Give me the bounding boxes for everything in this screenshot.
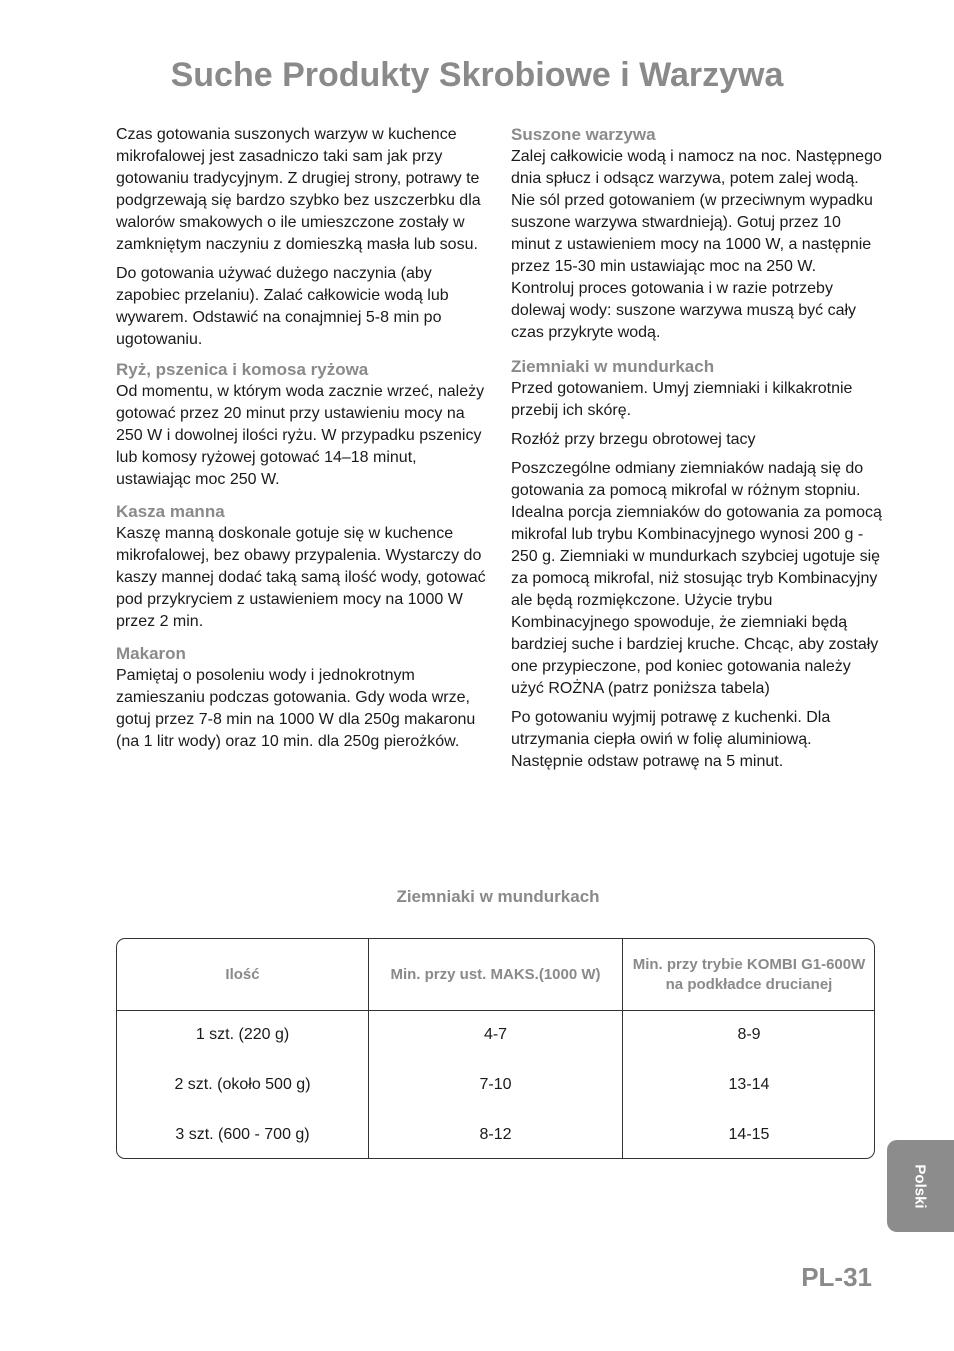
page-number: PL-31 [801, 1262, 872, 1292]
section-jacket-potatoes-title: Ziemniaki w mundurkach [511, 357, 715, 376]
table-cell: 8-12 [479, 1126, 512, 1143]
page-title: Suche Produkty Skrobiowe i Warzywa [170, 56, 784, 94]
jacket-potatoes-paragraph-4: Po gotowaniu wyjmij potrawę z kuchenki. Dla utrzymania ciepła owiń w folię aluminiową. Następnie odstaw potrawę na 5 minut. [511, 709, 831, 770]
section-pasta-title: Makaron [116, 644, 186, 663]
language-tab-label: Polski [912, 1163, 929, 1209]
table-header-combi: Min. przy trybie KOMBI G1-600W na podkładce drucianej [632, 955, 866, 993]
section-semolina-title: Kasza manna [116, 502, 225, 521]
right-column [511, 124, 883, 783]
section-rice-text: Od momentu, w którym woda zacznie wrzeć, należy gotować przez 20 minut przy ustawieniu mocy na 250 W i dowolnej ilości ryżu. W przypadku pszenicy lub komosy ryżowej gotować 14–18 minut, ustawiając moc 250 W. [116, 383, 485, 488]
table-cell: 3 szt. (600 - 700 g) [175, 1126, 310, 1143]
section-rice-title: Ryż, pszenica i komosa ryżowa [116, 360, 369, 379]
section-pasta-text: Pamiętaj o posoleniu wody i jednokrotnym zamieszaniu podczas gotowania. Gdy woda wrze, gotuj przez 7-8 min na 1000 W dla 250g makaronu (na 1 litr wody) oraz 10 min. dla 250g pierożków. [116, 667, 476, 750]
section-jacket-potatoes [511, 356, 883, 773]
jacket-potatoes-paragraph-3: Poszczególne odmiany ziemniaków nadają się do gotowania za pomocą mikrofal w różnym stopniu. Idealna porcja ziemniaków do gotowania za pomocą mikrofal lub trybu Kombinacyjnego wynosi 200 g - 250 g. Ziemniaki w mundurkach szybciej ugotuje się za pomocą mikrofal, niż stosując tryb Kombinacyjny ale będą rozmiękczone. Użycie trybu Kombinacyjnego spowoduje, że ziemniaki będą bardziej suche i bardziej kruche. Chcąc, aby zostały one przypieczone, pod koniec gotowania należy użyć ROŻNA (patrz poniższa tabela) [511, 460, 882, 697]
table-cell: 2 szt. (około 500 g) [174, 1076, 311, 1093]
table-title: Ziemniaki w mundurkach [396, 887, 600, 906]
section-pasta [116, 643, 488, 753]
jacket-potatoes-paragraph-2: Rozłóż przy brzegu obrotowej tacy [511, 431, 756, 448]
section-dried-vegetables-title: Suszone warzywa [511, 125, 656, 144]
table-cell: 7-10 [479, 1076, 512, 1093]
cooking-time-table [116, 938, 875, 1159]
section-semolina [116, 501, 488, 633]
table-cell: 8-9 [737, 1026, 761, 1043]
intro-paragraph-1: Czas gotowania suszonych warzyw w kuchence mikrofalowej jest zasadniczo taki sam jak przy gotowaniu tradycyjnym. Z drugiej strony, potrawy te podgrzewają się bardzo szybko bez uszczerbku dla walorów smakowych o ile umieszczone zostały w zamkniętym naczyniu z domieszką masła lub sosu. [116, 126, 481, 253]
jacket-potatoes-paragraph-1: Przed gotowaniem. Umyj ziemniaki i kilkakrotnie przebij ich skórę. [511, 380, 853, 419]
table-cell: 13-14 [728, 1076, 770, 1093]
language-tab [887, 1140, 954, 1232]
section-rice [116, 359, 488, 491]
table-header-max-power: Min. przy ust. MAKS.(1000 W) [390, 965, 601, 983]
table-cell: 1 szt. (220 g) [195, 1026, 290, 1043]
section-dried-vegetables [511, 124, 883, 344]
intro-paragraph-2: Do gotowania używać dużego naczynia (aby zapobiec przelaniu). Zalać całkowicie wodą lub wywarem. Odstawić na conajmniej 5-8 min po ugotowaniu. [116, 265, 449, 348]
section-semolina-text: Kaszę manną doskonale gotuje się w kuchence mikrofalowej, bez obawy przypalenia. Wystarczy do kaszy mannej dodać taką samą ilość wody, gotować pod przykryciem z ustawieniem mocy na 1000 W przez 2 min. [116, 525, 486, 630]
section-dried-vegetables-text: Zalej całkowicie wodą i namocz na noc. Następnego dnia spłucz i odsącz warzywa, potem zalej wodą. Nie sól przed gotowaniem (w przeciwnym wypadku suszone warzywa stwardnieją). Gotuj przez 10 minut z ustawieniem mocy na 1000 W, a następnie przez 15-30 min ustawiając moc na 250 W. Kontroluj proces gotowania i w razie potrzeby dolewaj wody: suszone warzywa muszą być cały czas przykryte wodą. [511, 148, 882, 341]
left-column [116, 124, 488, 763]
table-header-quantity: Ilość [225, 965, 260, 983]
table-cell: 14-15 [728, 1126, 770, 1143]
table-cell: 4-7 [483, 1026, 508, 1043]
